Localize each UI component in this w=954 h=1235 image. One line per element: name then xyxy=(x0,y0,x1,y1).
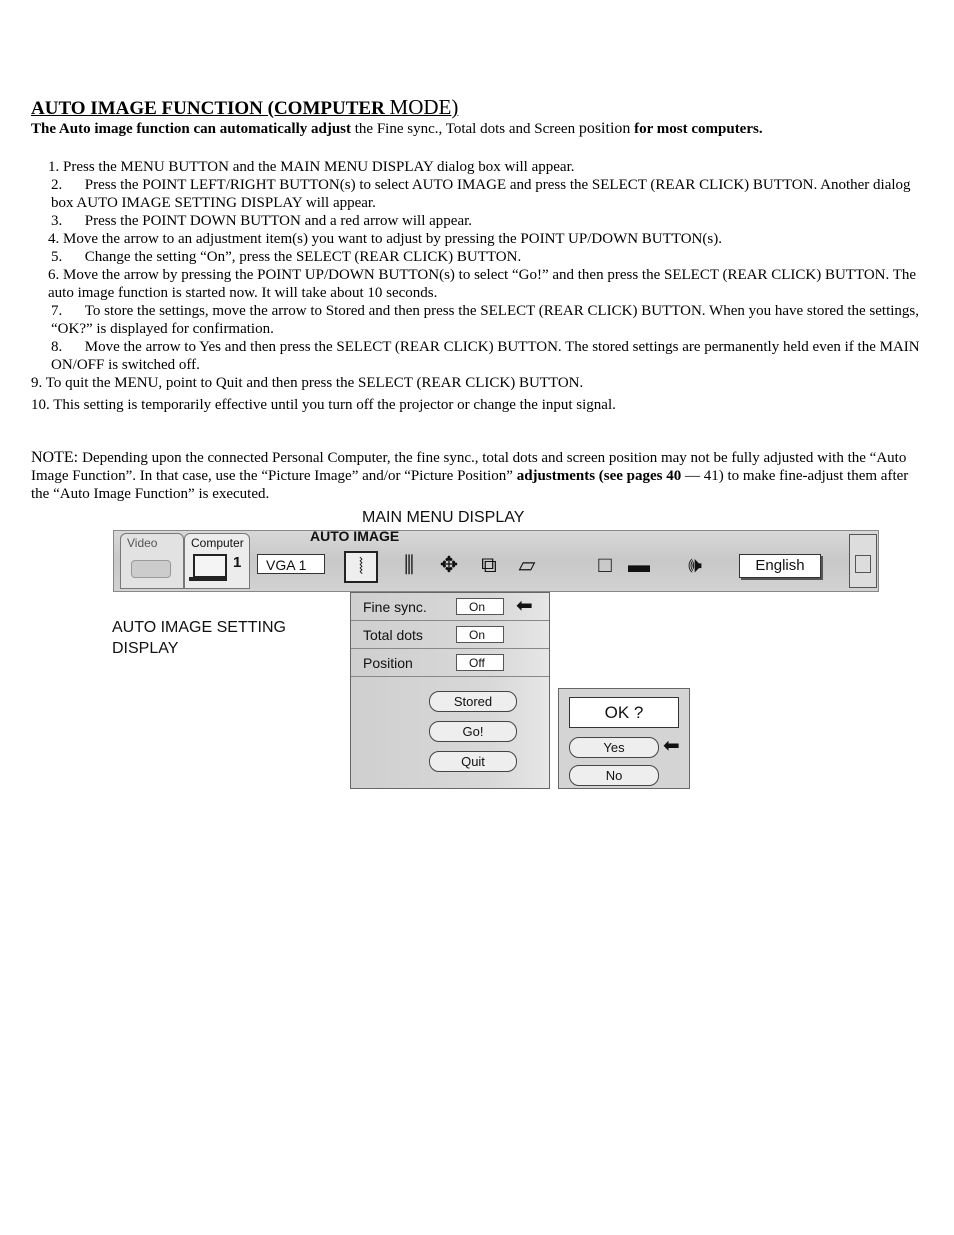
steps-list xyxy=(31,158,921,414)
confirm-dialog xyxy=(558,688,690,789)
ok-prompt: OK ? xyxy=(569,697,679,728)
figure-title: MAIN MENU DISPLAY xyxy=(362,509,525,526)
row-total-dots[interactable]: Total dots On xyxy=(351,621,549,649)
auto-image-icon[interactable]: ⦚ xyxy=(344,551,378,583)
no-button[interactable]: No xyxy=(569,765,659,786)
go-button[interactable]: Go! xyxy=(429,721,517,742)
tab-computer[interactable]: Computer 1 xyxy=(184,533,250,589)
fine-sync-value[interactable]: On xyxy=(456,598,504,615)
source-field: VGA 1 xyxy=(257,554,325,574)
picture-icon[interactable]: ⧉ xyxy=(481,552,497,577)
computer-base-icon xyxy=(189,577,227,581)
fine-sync-icon[interactable]: ⫼ xyxy=(403,552,415,577)
position-arrows-icon[interactable]: ✥ xyxy=(439,552,459,577)
intro-paragraph: The Auto image function can automatically adjust the Fine sync., Total dots and Screen position for most computers. xyxy=(31,120,763,137)
stored-button[interactable]: Stored xyxy=(429,691,517,712)
note-paragraph: NOTE: Depending upon the connected Personal Computer, the fine sync., total dots and screen position may not be fully adjusted with the “Auto Image Function”. In that case, use the “Picture Image” and/or “Picture Position” adjustments (see pages 40 — 41) to make fine-adjust them after the “Auto Image Function” is executed. xyxy=(31,449,909,502)
tab-video[interactable]: Video xyxy=(120,533,184,589)
page-title: AUTO IMAGE FUNCTION (COMPUTER MODE) xyxy=(31,95,459,119)
language-button[interactable]: English xyxy=(739,554,821,578)
step-3: 3. Press the POINT DOWN BUTTON and a red arrow will appear. xyxy=(51,213,473,229)
step-7: 7. To store the settings, move the arrow to Stored and then press the SELECT (REAR CLICK) BUTTON. When you have stored the settings, “OK?” is displayed for confirmation. xyxy=(51,303,919,337)
quit-button[interactable]: Quit xyxy=(429,751,517,772)
sound-icon[interactable]: 🕪 xyxy=(688,552,702,577)
computer-icon xyxy=(193,554,227,578)
row-fine-sync[interactable]: Fine sync. On ⬅ xyxy=(351,593,549,621)
total-dots-value[interactable]: On xyxy=(456,626,504,643)
position-value[interactable]: Off xyxy=(456,654,504,671)
step-5: 5. Change the setting “On”, press the SELECT (REAR CLICK) BUTTON. xyxy=(51,249,522,265)
video-icon xyxy=(131,560,171,578)
yes-button[interactable]: Yes xyxy=(569,737,659,758)
step-6: 6. Move the arrow by pressing the POINT UP/DOWN BUTTON(s) to select “Go!” and then press the SELECT (REAR CLICK) BUTTON. The auto image function is started now. It will take about 10 seconds. xyxy=(48,267,917,301)
pointer-arrow-icon: ⬅ xyxy=(663,735,680,757)
menu-label: AUTO IMAGE xyxy=(310,528,400,544)
step-1: 1. Press the MENU BUTTON and the MAIN MENU DISPLAY dialog box will appear. xyxy=(48,159,575,175)
row-position[interactable]: Position Off xyxy=(351,649,549,677)
main-menu-bar xyxy=(113,530,879,592)
setting-display-label: AUTO IMAGE SETTING DISPLAY xyxy=(112,619,286,657)
pointer-arrow-icon: ⬅ xyxy=(516,595,533,617)
screen-icon[interactable]: ▱ xyxy=(518,552,536,577)
step-2: 2. Press the POINT LEFT/RIGHT BUTTON(s) to select AUTO IMAGE and press the SELECT (REAR CLICK) BUTTON. Another dialog box AUTO IMAGE SETTING DISPLAY will appear. xyxy=(51,177,911,211)
step-8: 8. Move the arrow to Yes and then press the SELECT (REAR CLICK) BUTTON. The stored settings are permanently held even if the MAIN ON/OFF is switched off. xyxy=(51,339,920,373)
blank-screen-icon[interactable]: □ xyxy=(598,552,612,577)
step-10: 10. This setting is temporarily effective until you turn off the projector or change the input signal. xyxy=(31,397,616,413)
step-4: 4. Move the arrow to an adjustment item(s) you want to adjust by pressing the POINT UP/DOWN BUTTON(s). xyxy=(48,231,722,247)
auto-image-setting-panel xyxy=(350,592,550,789)
exit-icon[interactable] xyxy=(849,534,877,588)
computer-number: 1 xyxy=(233,554,242,571)
projector-lamp-icon[interactable]: ▬ xyxy=(628,552,650,577)
step-9: 9. To quit the MENU, point to Quit and then press the SELECT (REAR CLICK) BUTTON. xyxy=(31,375,584,391)
